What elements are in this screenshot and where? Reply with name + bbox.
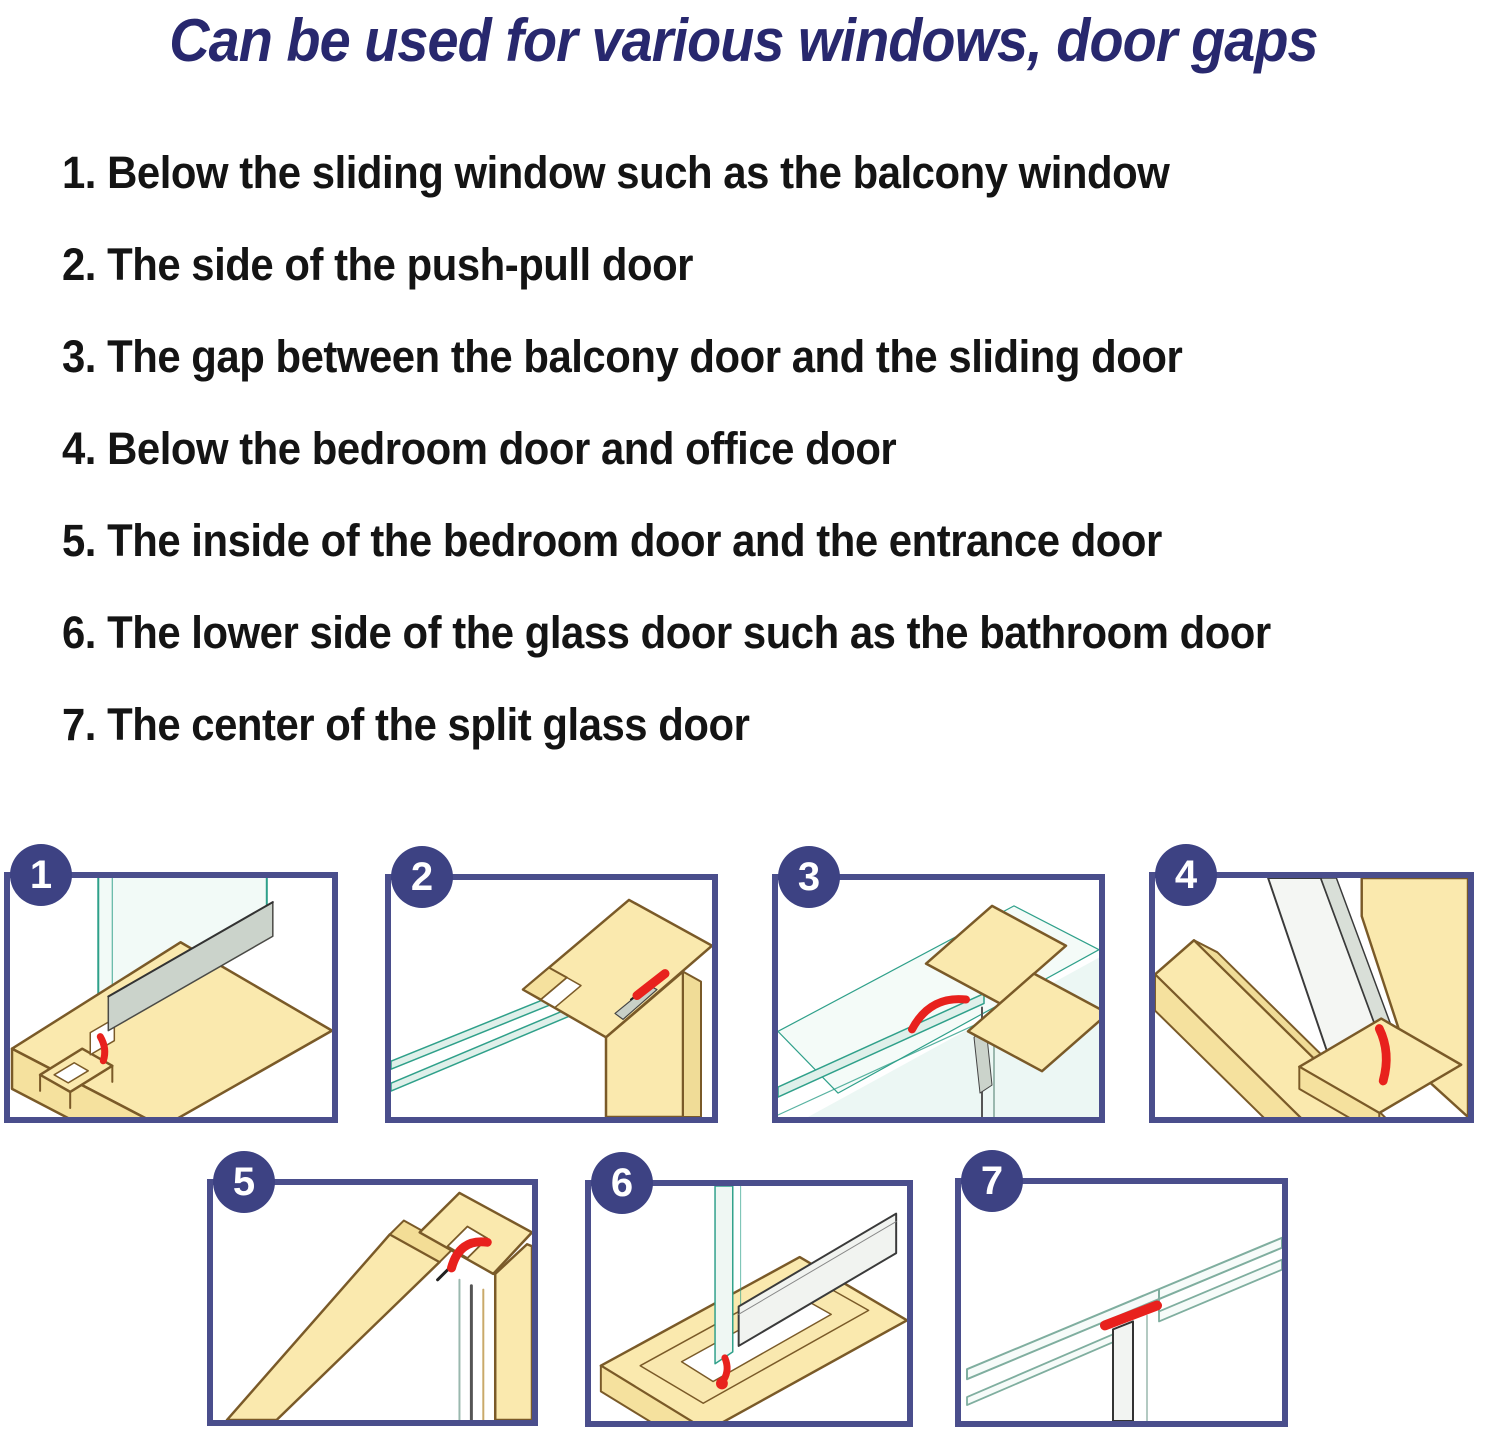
panel-number-badge: 4	[1155, 844, 1217, 906]
panel-bedroom-entrance-door-inside	[207, 1160, 538, 1426]
usage-list-item-1: 1. Below the sliding window such as the balcony window	[62, 147, 1170, 198]
usage-list-item-6: 6. The lower side of the glass door such as the bathroom door	[62, 607, 1271, 658]
panel-balcony-sliding-door-gap	[772, 855, 1105, 1123]
usage-list-item-4: 4. Below the bedroom door and office door	[62, 423, 897, 474]
usage-list-item-3: 3. The gap between the balcony door and the sliding door	[62, 331, 1183, 382]
usage-list-item-2: 2. The side of the push-pull door	[62, 239, 694, 290]
sliding-window-bottom-illustration	[10, 878, 332, 1117]
panel-number-badge: 3	[778, 846, 840, 908]
panel-glass-door-bottom	[585, 1161, 913, 1427]
balcony-sliding-door-gap-illustration	[778, 880, 1099, 1117]
panel-number-badge: 5	[213, 1151, 275, 1213]
panel-split-glass-door-center	[955, 1159, 1288, 1427]
usage-list-item-7: 7. The center of the split glass door	[62, 699, 750, 750]
bedroom-entrance-door-inside-illustration	[213, 1185, 532, 1420]
panel-number-badge: 6	[591, 1152, 653, 1214]
bedroom-office-door-bottom-illustration	[1155, 878, 1468, 1117]
page-title-text: Can be used for various windows, door gaps	[169, 7, 1318, 74]
usage-list-item-5: 5. The inside of the bedroom door and the entrance door	[62, 515, 1162, 566]
panel-sliding-window-bottom	[4, 853, 338, 1123]
page-title	[0, 0, 1487, 72]
usage-list	[62, 148, 1462, 792]
push-pull-door-side-illustration	[391, 880, 712, 1117]
split-glass-door-center-illustration	[961, 1184, 1282, 1421]
panel-number-badge: 2	[391, 846, 453, 908]
glass-door-bottom-illustration	[591, 1186, 907, 1421]
panel-bedroom-office-door-bottom	[1149, 853, 1474, 1123]
panel-number-badge: 1	[10, 844, 72, 906]
panel-number-badge: 7	[961, 1150, 1023, 1212]
panel-push-pull-door-side	[385, 855, 718, 1123]
